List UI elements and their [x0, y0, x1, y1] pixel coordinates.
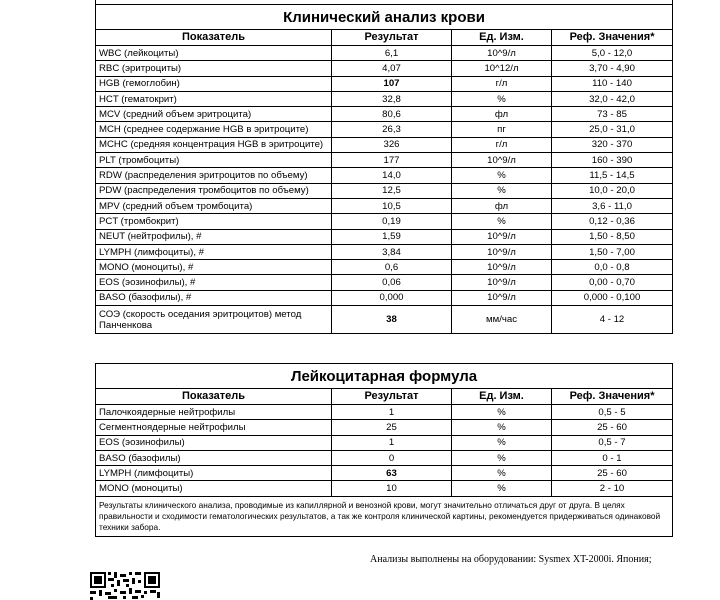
reference-cell: 32,0 - 42,0 — [552, 91, 673, 106]
blood-analysis-table — [95, 4, 673, 334]
result-cell: 0,19 — [332, 214, 452, 229]
indicator-cell: LYMPH (лимфоциты) — [96, 466, 332, 481]
unit-cell: фл — [452, 107, 552, 122]
reference-cell: 4 - 12 — [552, 306, 673, 334]
indicator-cell: MCH (среднее содержание HGB в эритроците) — [96, 122, 332, 137]
unit-cell: % — [452, 214, 552, 229]
table-row — [96, 260, 673, 275]
indicator-cell: RBC (эритроциты) — [96, 61, 332, 76]
indicator-cell: EOS (эозинофилы) — [96, 435, 332, 450]
unit-cell: % — [452, 91, 552, 106]
unit-cell: % — [452, 466, 552, 481]
unit-cell: 10^9/л — [452, 153, 552, 168]
indicator-cell: RDW (распределения эритроцитов по объему) — [96, 168, 332, 183]
header-unit: Ед. Изм. — [452, 389, 552, 405]
blood-table-title: Клинический анализ крови — [96, 5, 673, 30]
result-cell: 0,000 — [332, 290, 452, 305]
reference-cell: 5,0 - 12,0 — [552, 46, 673, 61]
table-row — [96, 61, 673, 76]
indicator-cell: EOS (эозинофилы), # — [96, 275, 332, 290]
unit-cell: г/л — [452, 76, 552, 91]
reference-cell: 25 - 60 — [552, 466, 673, 481]
header-indicator: Показатель — [96, 389, 332, 405]
equipment-footer: Анализы выполнены на оборудовании: Sysmex XT-2000i. Япония; — [370, 554, 652, 565]
indicator-cell: HGB (гемоглобин) — [96, 76, 332, 91]
indicator-cell: MONO (моноциты) — [96, 481, 332, 496]
table-row — [96, 229, 673, 244]
table-row — [96, 481, 673, 496]
table-row — [96, 183, 673, 198]
unit-cell: 10^9/л — [452, 290, 552, 305]
header-result: Результат — [332, 30, 452, 46]
unit-cell: % — [452, 183, 552, 198]
reference-cell: 0,12 - 0,36 — [552, 214, 673, 229]
reference-cell: 0,000 - 0,100 — [552, 290, 673, 305]
result-cell: 0,06 — [332, 275, 452, 290]
unit-cell: % — [452, 481, 552, 496]
table-row — [96, 405, 673, 420]
reference-cell: 110 - 140 — [552, 76, 673, 91]
table-row — [96, 214, 673, 229]
unit-cell: г/л — [452, 137, 552, 152]
result-cell: 38 — [332, 306, 452, 334]
table-row — [96, 168, 673, 183]
table-row — [96, 91, 673, 106]
unit-cell: фл — [452, 198, 552, 213]
unit-cell: 10^9/л — [452, 244, 552, 259]
table-row — [96, 244, 673, 259]
indicator-cell: MONO (моноциты), # — [96, 260, 332, 275]
table-row — [96, 306, 673, 334]
reference-cell: 0,00 - 0,70 — [552, 275, 673, 290]
header-indicator: Показатель — [96, 30, 332, 46]
reference-cell: 73 - 85 — [552, 107, 673, 122]
result-cell: 12,5 — [332, 183, 452, 198]
leuko-table-title: Лейкоцитарная формула — [96, 364, 673, 389]
table-row — [96, 275, 673, 290]
result-cell: 177 — [332, 153, 452, 168]
table-row — [96, 420, 673, 435]
reference-cell: 0,5 - 7 — [552, 435, 673, 450]
indicator-cell: Палочкоядерные нейтрофилы — [96, 405, 332, 420]
result-cell: 6,1 — [332, 46, 452, 61]
unit-cell: % — [452, 435, 552, 450]
result-cell: 4,07 — [332, 61, 452, 76]
indicator-cell: PLT (тромбоциты) — [96, 153, 332, 168]
result-cell: 10 — [332, 481, 452, 496]
result-cell: 1 — [332, 405, 452, 420]
result-cell: 14,0 — [332, 168, 452, 183]
table-row — [96, 46, 673, 61]
indicator-cell: NEUT (нейтрофилы), # — [96, 229, 332, 244]
result-cell: 63 — [332, 466, 452, 481]
result-cell: 26,3 — [332, 122, 452, 137]
reference-cell: 10,0 - 20,0 — [552, 183, 673, 198]
unit-cell: мм/час — [452, 306, 552, 334]
indicator-cell: MCV (средний объем эритроцита) — [96, 107, 332, 122]
reference-cell: 3,70 - 4,90 — [552, 61, 673, 76]
indicator-cell: СОЭ (скорость оседания эритроцитов) метод Панченкова — [96, 306, 332, 334]
header-result: Результат — [332, 389, 452, 405]
table-row — [96, 137, 673, 152]
indicator-cell: MCHC (средняя концентрация HGB в эритроците) — [96, 137, 332, 152]
indicator-cell: BASO (базофилы) — [96, 450, 332, 465]
table-row — [96, 450, 673, 465]
result-cell: 0 — [332, 450, 452, 465]
table-row — [96, 76, 673, 91]
indicator-cell: MPV (средний объем тромбоцита) — [96, 198, 332, 213]
result-cell: 10,5 — [332, 198, 452, 213]
reference-cell: 1,50 - 7,00 — [552, 244, 673, 259]
table-row — [96, 290, 673, 305]
reference-cell: 3,6 - 11,0 — [552, 198, 673, 213]
table-row — [96, 107, 673, 122]
unit-cell: % — [452, 420, 552, 435]
indicator-cell: LYMPH (лимфоциты), # — [96, 244, 332, 259]
disclaimer-note: Результаты клинического анализа, проводимые из капиллярной и венозной крови, могут значительно отличаться друг от друга. В целях правильности и сходимости гематологических результатов, а так же контроля клинической картины, рекомендуется придерживаться одинаковой техники забора. — [96, 496, 673, 536]
header-reference: Реф. Значения* — [552, 389, 673, 405]
result-cell: 107 — [332, 76, 452, 91]
unit-cell: 10^9/л — [452, 46, 552, 61]
result-cell: 326 — [332, 137, 452, 152]
indicator-cell: HCT (гематокрит) — [96, 91, 332, 106]
table-row — [96, 122, 673, 137]
result-cell: 32,8 — [332, 91, 452, 106]
unit-cell: % — [452, 405, 552, 420]
indicator-cell: BASO (базофилы), # — [96, 290, 332, 305]
unit-cell: 10^9/л — [452, 229, 552, 244]
table-row — [96, 435, 673, 450]
indicator-cell: PCT (тромбокрит) — [96, 214, 332, 229]
reference-cell: 1,50 - 8,50 — [552, 229, 673, 244]
reference-cell: 2 - 10 — [552, 481, 673, 496]
result-cell: 1 — [332, 435, 452, 450]
unit-cell: 10^9/л — [452, 275, 552, 290]
reference-cell: 0,5 - 5 — [552, 405, 673, 420]
header-reference: Реф. Значения* — [552, 30, 673, 46]
indicator-cell: PDW (распределения тромбоцитов по объему) — [96, 183, 332, 198]
reference-cell: 25 - 60 — [552, 420, 673, 435]
reference-cell: 160 - 390 — [552, 153, 673, 168]
reference-cell: 25,0 - 31,0 — [552, 122, 673, 137]
header-unit: Ед. Изм. — [452, 30, 552, 46]
unit-cell: пг — [452, 122, 552, 137]
table-row — [96, 153, 673, 168]
result-cell: 3,84 — [332, 244, 452, 259]
reference-cell: 0,0 - 0,8 — [552, 260, 673, 275]
unit-cell: 10^9/л — [452, 260, 552, 275]
table-row — [96, 198, 673, 213]
leukocyte-formula-table — [95, 363, 673, 537]
qr-code — [88, 570, 162, 600]
reference-cell: 0 - 1 — [552, 450, 673, 465]
result-cell: 80,6 — [332, 107, 452, 122]
reference-cell: 320 - 370 — [552, 137, 673, 152]
result-cell: 1,59 — [332, 229, 452, 244]
reference-cell: 11,5 - 14,5 — [552, 168, 673, 183]
table-note-row — [96, 496, 673, 536]
indicator-cell: Сегментноядерные нейтрофилы — [96, 420, 332, 435]
result-cell: 25 — [332, 420, 452, 435]
unit-cell: % — [452, 450, 552, 465]
indicator-cell: WBC (лейкоциты) — [96, 46, 332, 61]
result-cell: 0,6 — [332, 260, 452, 275]
table-row — [96, 466, 673, 481]
unit-cell: 10^12/л — [452, 61, 552, 76]
unit-cell: % — [452, 168, 552, 183]
